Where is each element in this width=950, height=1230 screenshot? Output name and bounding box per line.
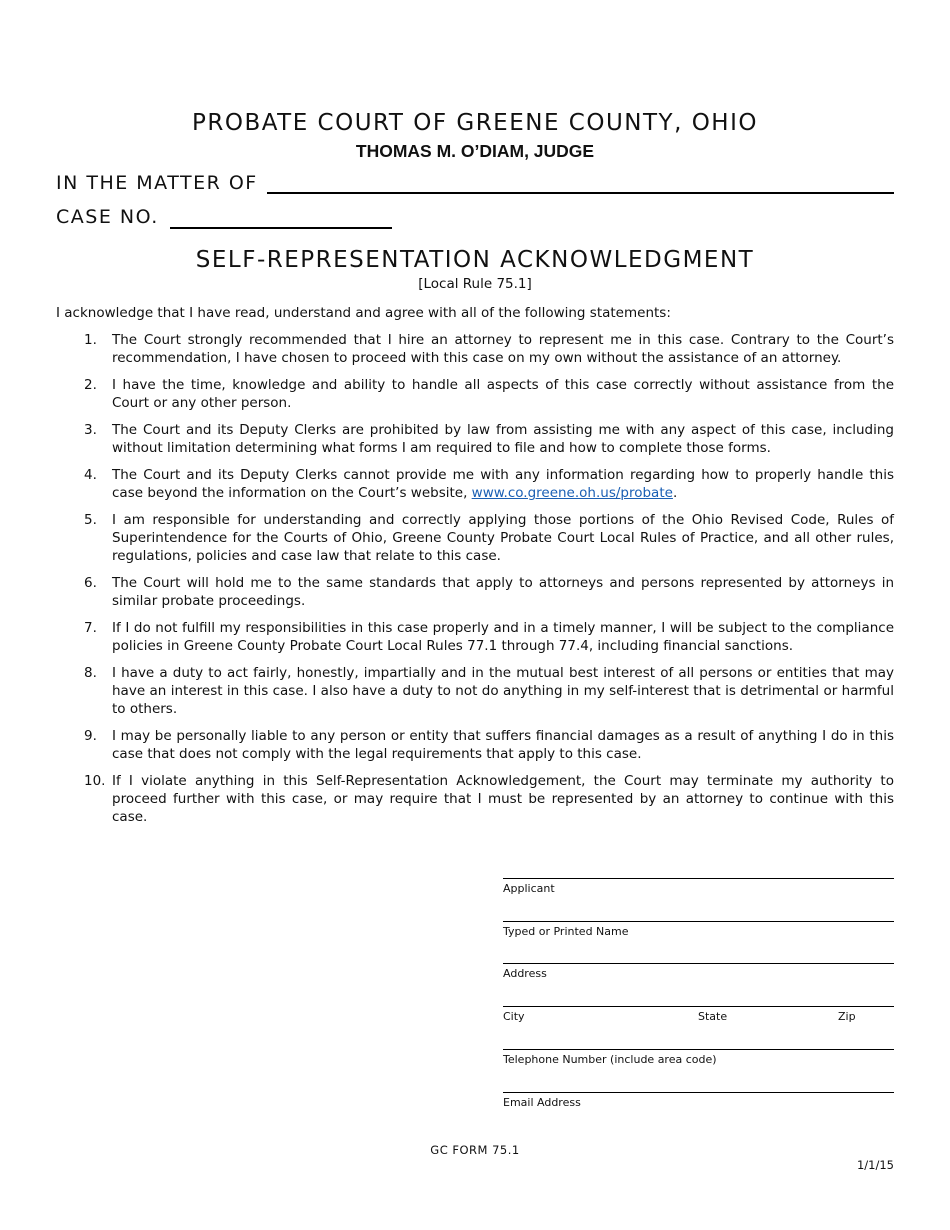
printed-name-label: Typed or Printed Name	[503, 925, 629, 938]
item-text-end: .	[672, 485, 678, 501]
matter-label: IN THE MATTER OF	[56, 172, 258, 194]
list-item	[56, 664, 894, 718]
list-item	[56, 727, 894, 763]
item-text: The Court and its Deputy Clerks cannot provide me with any information regarding how to properly handle this case beyond the information on the Court’s website,	[112, 467, 894, 501]
telephone-field[interactable]	[503, 1049, 894, 1073]
statements-list	[56, 331, 894, 835]
item-text: The Court and its Deputy Clerks are prohibited by law from assisting me with any aspect of this case, including without limitation determining what forms I am required to file and how to complete those forms.	[112, 422, 894, 456]
item-number: 2.	[84, 377, 97, 393]
revision-date: 1/1/15	[856, 1158, 894, 1172]
form-number: GC FORM 75.1	[430, 1143, 520, 1157]
document-title: SELF-REPRESENTATION ACKNOWLEDGMENT	[195, 247, 755, 273]
case-number-label: CASE NO.	[56, 206, 159, 228]
email-field[interactable]	[503, 1092, 894, 1116]
case-number-field[interactable]	[170, 227, 392, 229]
judge-name: THOMAS M. O’DIAM, JUDGE	[355, 141, 595, 161]
item-text: The Court strongly recommended that I hire an attorney to represent me in this case. Contrary to the Court’s recommendation, I have chosen to proceed with this case on my own without the assistance of an attorney.	[112, 332, 894, 366]
state-label: State	[698, 1010, 728, 1023]
item-text: I have a duty to act fairly, honestly, impartially and in the mutual best interest of all persons or entities that may have an interest in this case. I also have a duty to not do anything in my self-interest that is detrimental or harmful to others.	[112, 665, 894, 717]
telephone-label: Telephone Number (include area code)	[503, 1053, 717, 1066]
item-text: I have the time, knowledge and ability to handle all aspects of this case correctly without assistance from the Court or any other person.	[112, 377, 894, 411]
court-title: PROBATE COURT OF GREENE COUNTY, OHIO	[191, 110, 758, 136]
local-rule: [Local Rule 75.1]	[418, 276, 532, 292]
item-number: 10.	[84, 773, 106, 789]
printed-name-field[interactable]	[503, 921, 894, 945]
zip-label: Zip	[838, 1010, 856, 1023]
item-number: 4.	[84, 467, 97, 483]
list-item	[56, 619, 894, 655]
intro-text: I acknowledge that I have read, understand and agree with all of the following statements:	[56, 305, 671, 321]
list-item	[56, 421, 894, 457]
list-item	[56, 466, 894, 502]
list-item	[56, 376, 894, 412]
item-number: 6.	[84, 575, 97, 591]
item-text: The Court will hold me to the same standards that apply to attorneys and persons represented by attorneys in similar probate proceedings.	[112, 575, 894, 609]
city-label: City	[503, 1010, 525, 1023]
item-number: 7.	[84, 620, 97, 636]
website-link[interactable]: www.co.greene.oh.us/probate	[471, 485, 673, 501]
item-text: If I do not fulfill my responsibilities in this case properly and in a timely manner, I will be subject to the compliance policies in Greene County Probate Court Local Rules 77.1 through 77.4, including financial sanctions.	[112, 620, 894, 654]
item-number: 8.	[84, 665, 97, 681]
email-label: Email Address	[503, 1096, 581, 1109]
item-text: If I violate anything in this Self-Representation Acknowledgement, the Court may terminate my authority to proceed further with this case, or may require that I must be represented by an attorney to continue with this case.	[112, 773, 894, 825]
item-number: 1.	[84, 332, 97, 348]
item-number: 5.	[84, 512, 97, 528]
matter-field[interactable]	[267, 192, 894, 194]
list-item	[56, 574, 894, 610]
applicant-signature-field[interactable]	[503, 878, 894, 902]
item-text: I am responsible for understanding and correctly applying those portions of the Ohio Revised Code, Rules of Superintendence for the Courts of Ohio, Greene County Probate Court Local Rules of Practice, and all other rules, regulations, policies and case law that relate to this case.	[112, 512, 894, 564]
item-number: 9.	[84, 728, 97, 744]
city-state-zip-field[interactable]	[503, 1006, 894, 1030]
list-item	[56, 511, 894, 565]
address-field[interactable]	[503, 963, 894, 987]
applicant-label: Applicant	[503, 882, 555, 895]
address-label: Address	[503, 967, 547, 980]
list-item	[56, 331, 894, 367]
item-text: I may be personally liable to any person or entity that suffers financial damages as a result of anything I do in this case that does not comply with the legal requirements that apply to this case.	[112, 728, 894, 762]
item-number: 3.	[84, 422, 97, 438]
list-item	[56, 772, 894, 826]
